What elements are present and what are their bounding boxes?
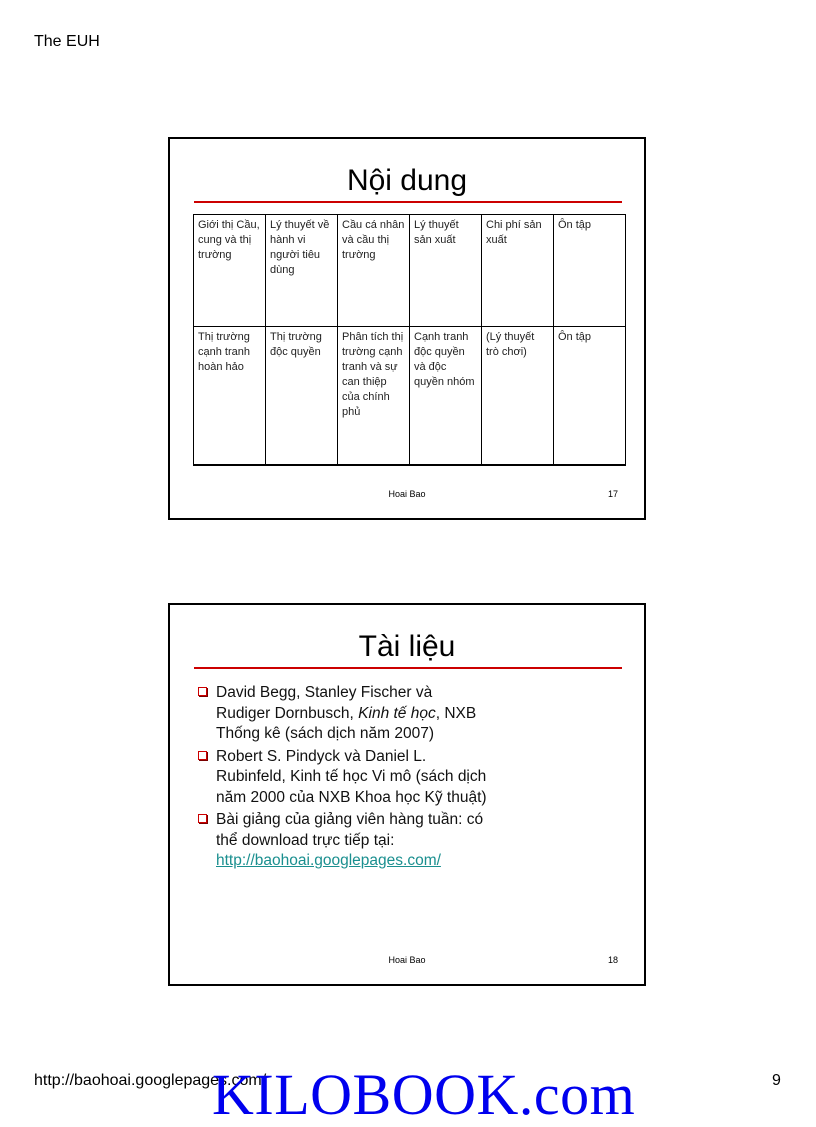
lecture-link[interactable]: http://baohoai.googlepages.com/: [216, 852, 441, 869]
title-divider: [194, 201, 622, 203]
table-row: [194, 327, 626, 466]
title-divider: [194, 667, 622, 669]
footer-url: http://baohoai.googlepages.com/: [34, 1072, 267, 1089]
table-cell: Chi phí sản xuất: [482, 215, 554, 327]
page-number: 9: [772, 1072, 781, 1089]
table-cell: Phân tích thị trường cạnh tranh và sự can thiệp của chính phủ: [338, 327, 410, 466]
table-cell: Lý thuyết về hành vi người tiêu dùng: [266, 215, 338, 327]
list-item: [198, 810, 488, 872]
course-outline-table: [193, 214, 626, 466]
table-cell: Ôn tập: [554, 327, 626, 466]
page-header: The EUH: [34, 33, 100, 50]
slide-title: Nội dung: [346, 164, 468, 197]
square-bullet-icon: [198, 814, 207, 823]
slide-references: [168, 603, 646, 986]
table-cell: Cạnh tranh độc quyền và độc quyền nhóm: [410, 327, 482, 466]
table-cell: Thị trường độc quyền: [266, 327, 338, 466]
ref-title-italic: Kinh tế học: [358, 704, 436, 722]
table-cell: Ôn tập: [554, 215, 626, 327]
square-bullet-icon: [198, 687, 207, 696]
ref-text: , NXB Thống kê (sách dịch năm 2007): [216, 704, 477, 742]
slide-footer-author: Hoai Bao: [388, 955, 426, 965]
slide-contents: [168, 137, 646, 520]
slide-title: Tài liệu: [358, 630, 456, 663]
table-cell: Giới thị Cầu, cung và thị trường: [194, 215, 266, 327]
watermark-logo: KILOBOOK.com: [212, 1062, 636, 1127]
ref-text: David Begg, Stanley Fischer và Rudiger Dornbusch,: [216, 684, 433, 722]
table-cell: Cầu cá nhân và cầu thị trường: [338, 215, 410, 327]
list-item: [198, 683, 488, 745]
list-item: [198, 747, 488, 809]
table-cell: (Lý thuyết trò chơi): [482, 327, 554, 466]
slide-number: 18: [607, 955, 618, 965]
table-cell: Thị trường cạnh tranh hoàn hảo: [194, 327, 266, 466]
reference-list: [198, 683, 488, 874]
table-cell: Lý thuyết sản xuất: [410, 215, 482, 327]
square-bullet-icon: [198, 751, 207, 760]
slide-number: 17: [607, 489, 618, 499]
slide-footer-author: Hoai Bao: [388, 489, 426, 499]
ref-text: Robert S. Pindyck và Daniel L. Rubinfeld, Kinh tế học Vi mô (sách dịch năm 2000 của NXB Khoa học Kỹ thuật): [216, 747, 487, 806]
table-row: [194, 215, 626, 327]
ref-text: Bài giảng của giảng viên hàng tuần: có thể download trực tiếp tại:: [216, 811, 484, 849]
